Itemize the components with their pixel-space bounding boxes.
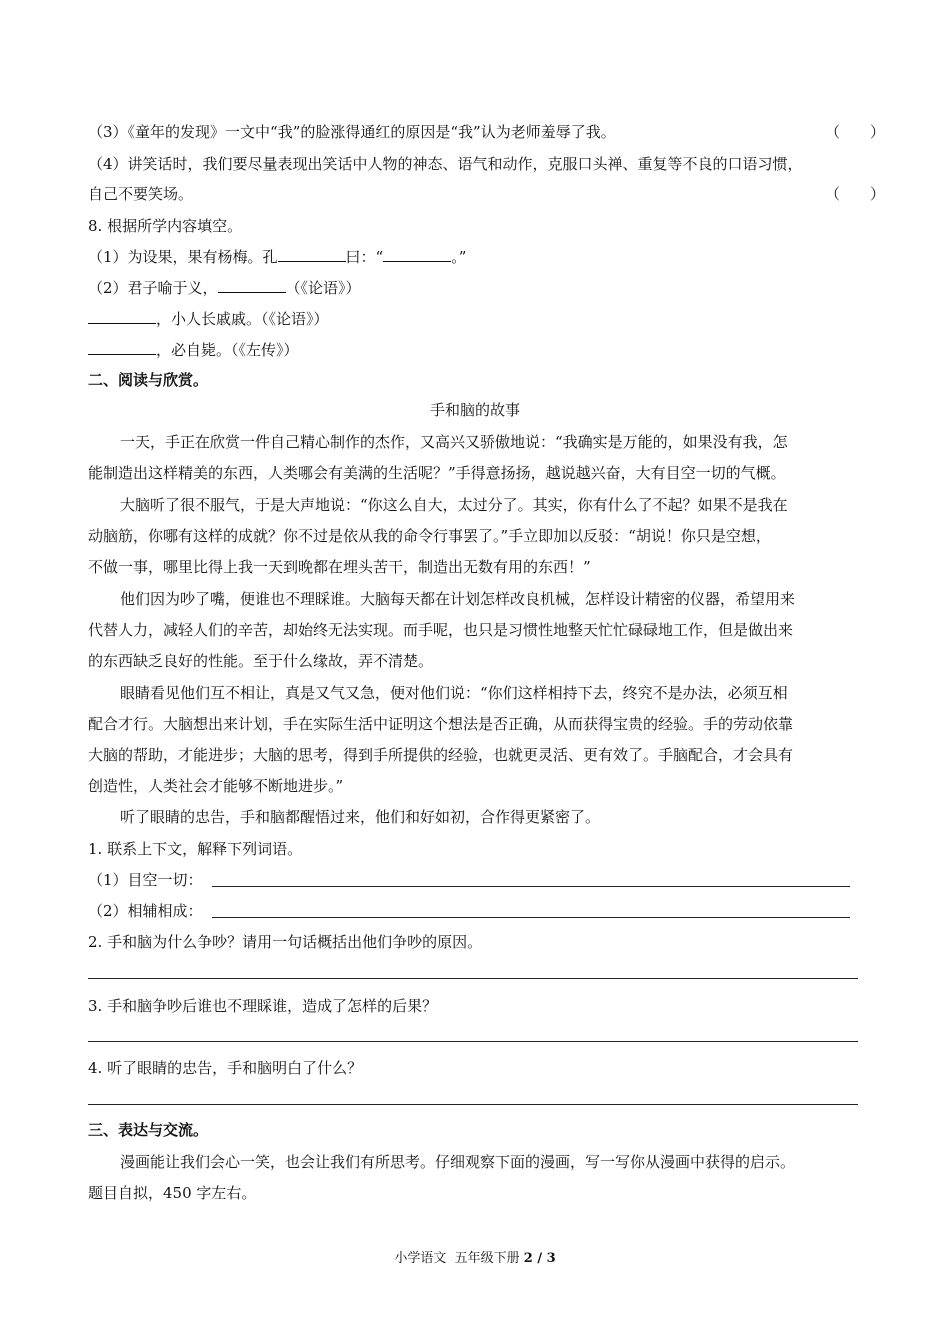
fill-blank bbox=[88, 309, 156, 324]
question-7-4-line2: 自己不要笑场。 bbox=[88, 185, 194, 203]
page-footer: 小学语文 五年级下册 2 / 3 bbox=[394, 1251, 556, 1266]
reading-question-1-1: （1）目空一切： bbox=[88, 871, 203, 889]
passage-paragraph-4-cont: 创造性，人类社会才能够不断地进步。” bbox=[88, 777, 344, 795]
reading-question-2: 2. 手和脑为什么争吵？请用一句话概括出他们争吵的原因。 bbox=[88, 933, 483, 951]
reading-question-4: 4. 听了眼睛的忠告，手和脑明白了什么？ bbox=[88, 1059, 363, 1077]
answer-paren: （ ） bbox=[825, 185, 886, 203]
answer-line bbox=[88, 1041, 858, 1042]
question-7-4-line1: （4）讲笑话时，我们要尽量表现出笑话中人物的神态、语气和动作，克服口头禅、重复等不良的口语习惯， bbox=[88, 155, 803, 173]
section-3-heading: 三、表达与交流。 bbox=[88, 1121, 209, 1139]
answer-line bbox=[212, 886, 850, 887]
question-7-3: （3）《童年的发现》一文中“我”的脸涨得通红的原因是“我”认为老师羞辱了我。 bbox=[88, 123, 616, 141]
passage-paragraph-5: 听了眼睛的忠告，手和脑都醒悟过来，他们和好如初，合作得更紧密了。 bbox=[120, 808, 601, 826]
writing-prompt-cont: 题目自拟，450 字左右。 bbox=[88, 1184, 257, 1202]
passage-paragraph-3-cont: 代替人力，减轻人们的辛苦，却始终无法实现。而手呢，也只是习惯性地整天忙忙碌碌地工作，但是做出来 bbox=[88, 621, 794, 639]
page-number: 2 / 3 bbox=[523, 1251, 556, 1266]
reading-question-1: 1. 联系上下文，解释下列词语。 bbox=[88, 840, 303, 858]
passage-paragraph-2-cont: 不做一事，哪里比得上我一天到晚都在埋头苦干，制造出无数有用的东西！” bbox=[88, 558, 591, 576]
fill-blank bbox=[218, 278, 286, 293]
answer-line bbox=[88, 978, 858, 979]
passage-paragraph-4: 眼睛看见他们互不相让，真是又气又急，便对他们说：“你们这样相持下去，终究不是办法，必须互相 bbox=[120, 684, 788, 702]
passage-paragraph-4-cont: 配合才行。大脑想出来计划，手在实际生活中证明这个想法是否正确，从而获得宝贵的经验。手的劳动依靠 bbox=[88, 715, 794, 733]
passage-paragraph-3-cont: 的东西缺乏良好的性能。至于什么缘故，弄不清楚。 bbox=[88, 652, 434, 670]
section-2-heading: 二、阅读与欣赏。 bbox=[88, 371, 209, 389]
reading-question-3: 3. 手和脑争吵后谁也不理睬谁，造成了怎样的后果？ bbox=[88, 997, 438, 1015]
answer-line bbox=[88, 1104, 858, 1105]
passage-paragraph-4-cont: 大脑的帮助，才能进步；大脑的思考，得到手所提供的经验，也就更灵活、更有效了。手脑配合，才会具有 bbox=[88, 746, 794, 764]
passage-paragraph-1: 一天，手正在欣赏一件自己精心制作的杰作，又高兴又骄傲地说：“我确实是万能的，如果没有我，怎 bbox=[120, 433, 788, 451]
passage-paragraph-3: 他们因为吵了嘴，便谁也不理睬谁。大脑每天都在计划怎样改良机械，怎样设计精密的仪器，希望用来 bbox=[120, 590, 796, 608]
passage-paragraph-2-cont: 动脑筋，你哪有这样的成就？你不过是依从我的命令行事罢了。”手立即加以反驳：“胡说！你只是空想， bbox=[88, 527, 771, 545]
question-8-title: 8. 根据所学内容填空。 bbox=[88, 217, 243, 235]
passage-paragraph-2: 大脑听了很不服气，于是大声地说：“你这么自大，太过分了。其实，你有什么了不起？如果不是我在 bbox=[120, 496, 788, 514]
answer-paren: （ ） bbox=[825, 123, 886, 141]
fill-blank bbox=[383, 247, 451, 262]
answer-line bbox=[212, 917, 850, 918]
writing-prompt: 漫画能让我们会心一笑，也会让我们有所思考。仔细观察下面的漫画，写一写你从漫画中获得的启示。 bbox=[120, 1153, 796, 1171]
fill-blank bbox=[278, 247, 346, 262]
passage-paragraph-1-cont: 能制造出这样精美的东西，人类哪会有美满的生活呢？”手得意扬扬，越说越兴奋，大有目空一切的气概。 bbox=[88, 464, 786, 482]
question-8-4: ，必自毙。（《左传》） bbox=[88, 340, 299, 360]
question-8-3: ，小人长戚戚。（《论语》） bbox=[88, 309, 329, 329]
question-8-2: （2）君子喻于义， （《论语》） bbox=[88, 279, 361, 297]
fill-blank bbox=[88, 340, 156, 355]
question-8-1: （1）为设果，果有杨梅。孔 曰：“ 。” bbox=[88, 248, 467, 266]
passage-title: 手和脑的故事 bbox=[429, 401, 520, 419]
reading-question-1-2: （2）相辅相成： bbox=[88, 902, 203, 920]
